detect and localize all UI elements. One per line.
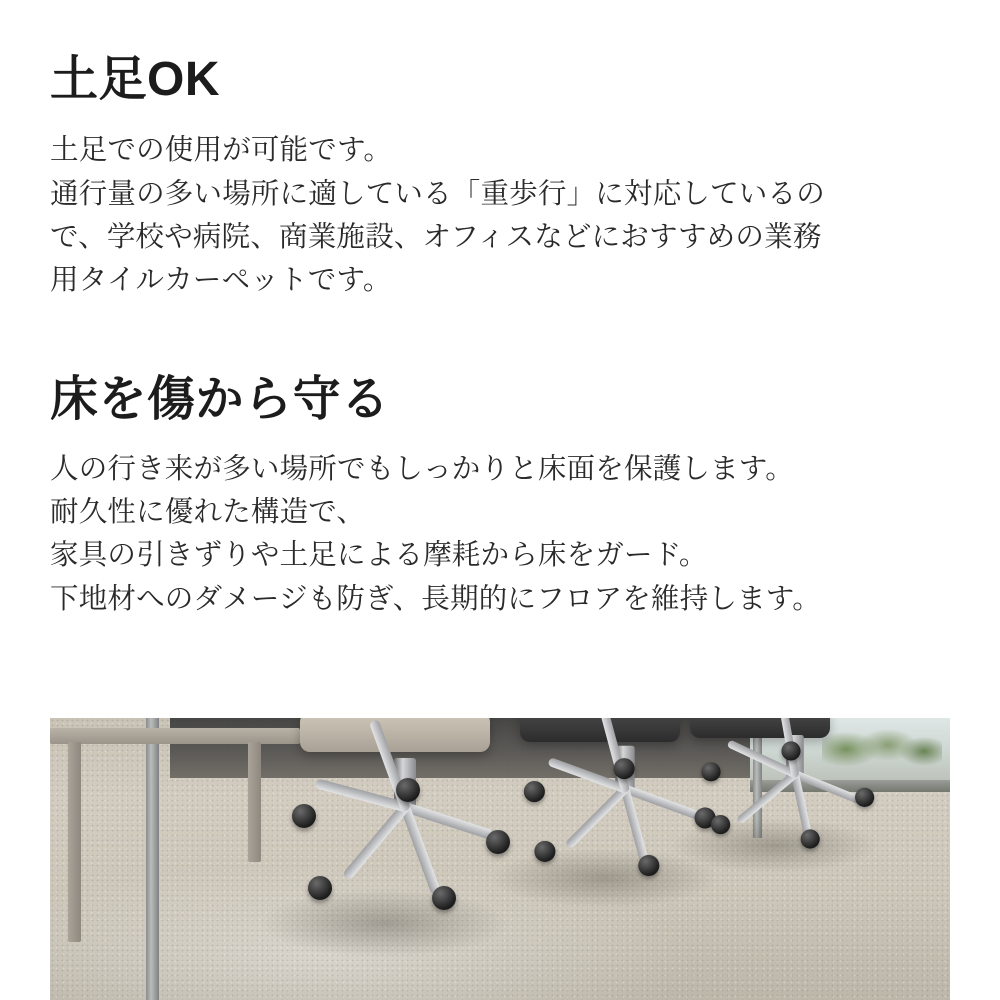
office-carpet-floor-photo bbox=[50, 718, 950, 1000]
chair-caster bbox=[486, 830, 510, 854]
section-dosoku-ok bbox=[50, 52, 950, 302]
chair-caster bbox=[524, 781, 545, 802]
chair-caster bbox=[432, 886, 456, 910]
chair-caster bbox=[781, 741, 800, 760]
chair-spoke bbox=[342, 801, 411, 881]
chair-base bbox=[533, 746, 718, 860]
section-title-2: 床を傷から守る bbox=[50, 373, 390, 427]
chair-caster bbox=[638, 855, 659, 876]
photo-canvas bbox=[50, 718, 950, 1000]
chair-base bbox=[711, 735, 879, 839]
section-body-1 bbox=[50, 129, 950, 302]
chair-caster bbox=[534, 841, 555, 862]
chair-spoke bbox=[736, 769, 800, 824]
body-line: で、学校や病院、商業施設、オフィスなどにおすすめの業務 bbox=[50, 220, 822, 253]
section-yuka-wo-kizu-kara-mamoru bbox=[50, 372, 950, 620]
chair-caster bbox=[701, 762, 720, 781]
chair-caster bbox=[801, 829, 820, 848]
chair-shadow bbox=[260, 888, 510, 958]
chair-caster bbox=[711, 815, 730, 834]
chair-caster bbox=[396, 778, 420, 802]
desk-leg bbox=[68, 742, 81, 942]
body-line: 下地材へのダメージも防ぎ、長期的にフロアを維持します。 bbox=[50, 582, 821, 615]
body-line: 耐久性に優れた構造で、 bbox=[50, 495, 366, 528]
section-body-2 bbox=[50, 448, 950, 621]
body-line: 家具の引きずりや土足による摩耗から床をガード。 bbox=[50, 539, 708, 572]
chair-seat bbox=[300, 718, 490, 752]
body-line: 人の行き来が多い場所でもしっかりと床面を保護します。 bbox=[50, 452, 794, 485]
chair-caster bbox=[308, 876, 332, 900]
body-line: 用タイルカーペットです。 bbox=[50, 264, 392, 297]
chair-base bbox=[300, 758, 510, 888]
chair-caster bbox=[855, 788, 874, 807]
page-title: 土足OK bbox=[50, 53, 221, 106]
chair-spoke bbox=[565, 783, 631, 849]
chair-seat bbox=[520, 718, 680, 742]
chair-caster bbox=[614, 758, 635, 779]
chair-caster bbox=[292, 804, 316, 828]
window-mullion bbox=[146, 718, 159, 1000]
desk-leg bbox=[248, 742, 261, 862]
body-line: 通行量の多い場所に適している「重歩行」に対応しているの bbox=[50, 177, 825, 210]
body-line: 土足での使用が可能です。 bbox=[50, 134, 393, 167]
desk-top bbox=[50, 728, 300, 744]
